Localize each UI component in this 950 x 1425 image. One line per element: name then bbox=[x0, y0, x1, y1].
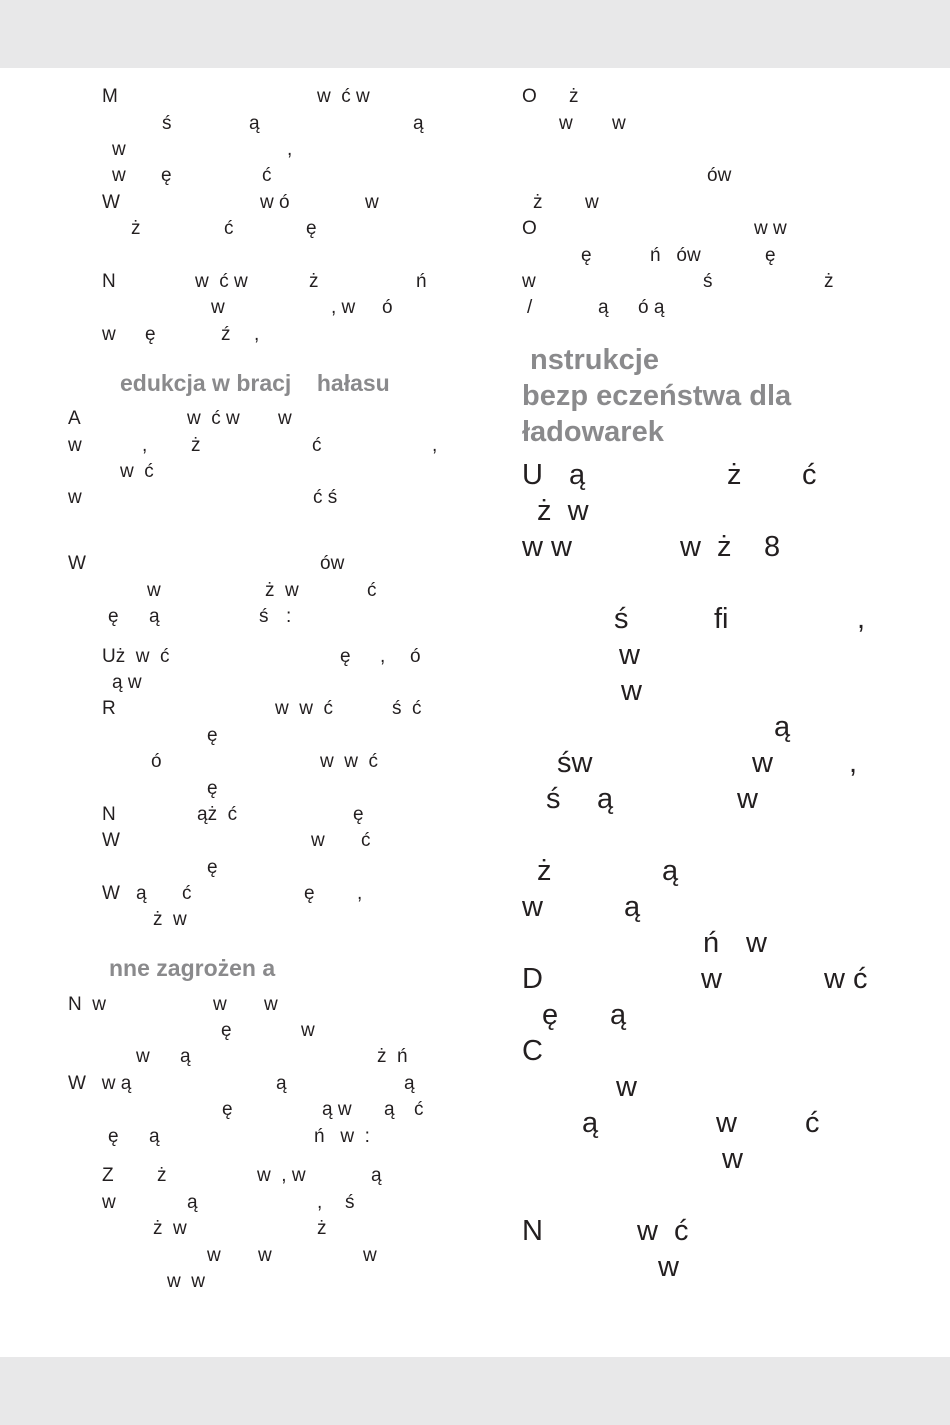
text-fragment: , bbox=[849, 747, 858, 779]
text-fragment: , w bbox=[331, 297, 356, 318]
text-fragment: M bbox=[102, 86, 118, 107]
section-heading-noise-reduction: edukcja w bracj hałasu bbox=[120, 370, 390, 396]
text-fragment: O bbox=[522, 218, 537, 239]
text-fragment: ą bbox=[610, 999, 627, 1031]
text-fragment: ą bbox=[413, 113, 424, 134]
text-fragment: D bbox=[522, 963, 543, 995]
text-fragment: ę bbox=[221, 1020, 232, 1041]
text-fragment: ć bbox=[414, 1099, 424, 1120]
text-fragment: ę bbox=[207, 857, 218, 878]
text-fragment: C bbox=[522, 1035, 543, 1067]
text-fragment: ż w bbox=[265, 580, 299, 601]
text-fragment: w bbox=[365, 192, 379, 213]
text-fragment: ą bbox=[149, 1126, 160, 1147]
text-fragment: W bbox=[68, 553, 86, 574]
text-fragment: ż bbox=[131, 218, 141, 239]
text-fragment: ż w bbox=[153, 909, 187, 930]
text-fragment: ów bbox=[320, 553, 345, 574]
text-fragment: w w bbox=[754, 218, 787, 239]
section-heading-charger-line2: bezp eczeństwa dla bbox=[522, 380, 792, 412]
text-fragment: w bbox=[746, 927, 767, 959]
text-fragment: w bbox=[258, 1245, 272, 1266]
text-fragment: ń w : bbox=[314, 1126, 370, 1147]
text-fragment: ą bbox=[149, 606, 160, 627]
text-fragment: / bbox=[527, 297, 533, 318]
text-fragment: ś ć bbox=[392, 698, 422, 719]
text-fragment: w bbox=[658, 1251, 679, 1283]
text-fragment: ą w bbox=[112, 672, 142, 693]
text-fragment: ą bbox=[180, 1046, 191, 1067]
top-band bbox=[0, 0, 950, 68]
text-fragment: w bbox=[522, 271, 536, 292]
text-fragment: ć bbox=[262, 165, 272, 186]
text-fragment: ą bbox=[249, 113, 260, 134]
text-fragment: ą bbox=[774, 711, 791, 743]
text-fragment: W bbox=[102, 830, 120, 851]
text-fragment: U bbox=[522, 459, 543, 491]
bottom-band bbox=[0, 1357, 950, 1425]
text-fragment: ę bbox=[108, 606, 119, 627]
text-fragment: , bbox=[254, 324, 260, 345]
text-fragment: ę bbox=[581, 245, 592, 266]
text-fragment: ż bbox=[824, 271, 834, 292]
text-fragment: ć bbox=[805, 1107, 820, 1139]
text-fragment: ą bbox=[136, 883, 147, 904]
text-fragment: N w bbox=[68, 994, 106, 1015]
text-fragment: ę bbox=[353, 804, 364, 825]
text-fragment: w bbox=[211, 297, 225, 318]
text-fragment: w bbox=[278, 408, 292, 429]
text-fragment: w w ć bbox=[275, 698, 334, 719]
text-fragment: , bbox=[142, 435, 148, 456]
text-fragment: ę bbox=[542, 999, 559, 1031]
text-fragment: ę bbox=[161, 165, 172, 186]
text-fragment: ś bbox=[345, 1192, 355, 1213]
text-fragment: ś bbox=[614, 603, 629, 635]
text-fragment: ą bbox=[404, 1073, 415, 1094]
text-fragment: ą bbox=[582, 1107, 599, 1139]
text-fragment: w bbox=[612, 113, 626, 134]
text-fragment: ą bbox=[569, 459, 586, 491]
text-fragment: 8 bbox=[764, 531, 781, 563]
text-fragment: ż w bbox=[537, 495, 589, 527]
text-fragment: W bbox=[102, 883, 120, 904]
section-heading-other-hazards: nne zagrożen a bbox=[109, 955, 276, 981]
text-fragment: , bbox=[380, 646, 386, 667]
text-fragment: W w ą bbox=[68, 1073, 132, 1094]
text-fragment: N bbox=[522, 1215, 543, 1247]
text-fragment: , bbox=[857, 603, 866, 635]
text-fragment: w w ć bbox=[320, 751, 379, 772]
text-fragment: ę bbox=[304, 883, 315, 904]
text-fragment: ć bbox=[367, 580, 377, 601]
text-fragment: w ć w bbox=[317, 86, 370, 107]
text-fragment: w bbox=[136, 1046, 150, 1067]
text-fragment: ą bbox=[384, 1099, 395, 1120]
text-fragment: w bbox=[701, 963, 722, 995]
text-fragment: : bbox=[286, 606, 292, 627]
text-fragment: ć ś bbox=[313, 487, 338, 508]
text-fragment: w w bbox=[167, 1271, 205, 1292]
text-fragment: , bbox=[287, 139, 293, 160]
text-fragment: w bbox=[621, 675, 642, 707]
text-fragment: ś bbox=[162, 113, 172, 134]
text-fragment: W bbox=[102, 192, 120, 213]
text-fragment: w bbox=[68, 487, 82, 508]
text-fragment: w w bbox=[522, 531, 572, 563]
text-fragment: w bbox=[716, 1107, 737, 1139]
text-fragment: ę bbox=[765, 245, 776, 266]
text-fragment: w ć bbox=[120, 461, 154, 482]
text-fragment: w bbox=[102, 1192, 116, 1213]
text-fragment: ż bbox=[537, 855, 552, 887]
text-fragment: w bbox=[147, 580, 161, 601]
text-fragment: ę bbox=[306, 218, 317, 239]
text-fragment: ąż ć bbox=[197, 804, 238, 825]
text-fragment: ę bbox=[108, 1126, 119, 1147]
text-fragment: w bbox=[213, 994, 227, 1015]
text-fragment: ę bbox=[222, 1099, 233, 1120]
text-fragment: ń bbox=[416, 271, 427, 292]
text-fragment: ć bbox=[182, 883, 192, 904]
section-heading-charger-line3: ładowarek bbox=[522, 416, 664, 448]
text-fragment: ą bbox=[624, 891, 641, 923]
text-fragment: w ć bbox=[637, 1215, 689, 1247]
text-fragment: ę bbox=[340, 646, 351, 667]
text-fragment: w bbox=[102, 324, 116, 345]
text-fragment: ń bbox=[703, 927, 720, 959]
text-fragment: ą bbox=[662, 855, 679, 887]
text-fragment: ć bbox=[312, 435, 322, 456]
text-fragment: w bbox=[559, 113, 573, 134]
text-fragment: w bbox=[112, 139, 126, 160]
text-fragment: ż bbox=[569, 86, 579, 107]
text-fragment: ż bbox=[157, 1165, 167, 1186]
section-heading-charger-line1: nstrukcje bbox=[530, 344, 659, 376]
text-fragment: w bbox=[752, 747, 773, 779]
text-fragment: ą bbox=[597, 783, 614, 815]
text-fragment: , bbox=[317, 1192, 323, 1213]
text-fragment: w bbox=[363, 1245, 377, 1266]
text-fragment: ę bbox=[207, 778, 218, 799]
text-fragment: w bbox=[619, 639, 640, 671]
text-fragment: św bbox=[557, 747, 593, 779]
text-fragment: ć bbox=[224, 218, 234, 239]
text-fragment: ć bbox=[361, 830, 371, 851]
text-fragment: w , w bbox=[257, 1165, 306, 1186]
text-fragment: w bbox=[301, 1020, 315, 1041]
text-fragment: N bbox=[102, 804, 116, 825]
text-fragment: ń ów bbox=[650, 245, 701, 266]
text-fragment: w bbox=[616, 1071, 637, 1103]
text-fragment: ó ą bbox=[638, 297, 665, 318]
text-fragment: ów bbox=[707, 165, 732, 186]
text-fragment: w bbox=[68, 435, 82, 456]
text-fragment: ż bbox=[727, 459, 742, 491]
text-fragment: Uż w ć bbox=[102, 646, 170, 667]
text-fragment: ś bbox=[259, 606, 269, 627]
text-fragment: , bbox=[357, 883, 363, 904]
text-fragment: ż bbox=[317, 1218, 327, 1239]
text-fragment: w ż bbox=[680, 531, 732, 563]
text-fragment: O bbox=[522, 86, 537, 107]
text-fragment: ą w bbox=[322, 1099, 352, 1120]
text-fragment: ó bbox=[151, 751, 162, 772]
text-fragment: , bbox=[432, 435, 438, 456]
text-fragment: w ó bbox=[260, 192, 290, 213]
text-fragment: w ć w bbox=[195, 271, 248, 292]
text-fragment: ó bbox=[410, 646, 421, 667]
text-fragment: ę bbox=[145, 324, 156, 345]
text-fragment: w bbox=[207, 1245, 221, 1266]
text-fragment: ź bbox=[221, 324, 231, 345]
text-fragment: w bbox=[112, 165, 126, 186]
text-fragment: A bbox=[68, 408, 81, 429]
text-fragment: ą bbox=[187, 1192, 198, 1213]
text-fragment: N bbox=[102, 271, 116, 292]
text-fragment: ż bbox=[309, 271, 319, 292]
text-fragment: w bbox=[311, 830, 325, 851]
text-fragment: w ć w bbox=[187, 408, 240, 429]
text-fragment: ą bbox=[598, 297, 609, 318]
text-fragment: ś bbox=[546, 783, 561, 815]
text-fragment: ą bbox=[371, 1165, 382, 1186]
text-fragment: ć bbox=[802, 459, 817, 491]
text-fragment: R bbox=[102, 698, 116, 719]
text-fragment: w ć bbox=[824, 963, 868, 995]
text-fragment: ż bbox=[191, 435, 201, 456]
text-fragment: ę bbox=[207, 725, 218, 746]
text-fragment: ś bbox=[703, 271, 713, 292]
text-fragment: w bbox=[737, 783, 758, 815]
text-fragment: w bbox=[722, 1143, 743, 1175]
text-fragment: ż ń bbox=[377, 1046, 408, 1067]
text-fragment: ż bbox=[533, 192, 543, 213]
text-fragment: fi bbox=[714, 603, 729, 635]
text-fragment: ó bbox=[382, 297, 393, 318]
text-fragment: ą bbox=[276, 1073, 287, 1094]
text-fragment: ż w bbox=[153, 1218, 187, 1239]
text-fragment: w bbox=[522, 891, 543, 923]
text-fragment: w bbox=[264, 994, 278, 1015]
text-fragment: Z bbox=[102, 1165, 114, 1186]
text-fragment: w bbox=[585, 192, 599, 213]
